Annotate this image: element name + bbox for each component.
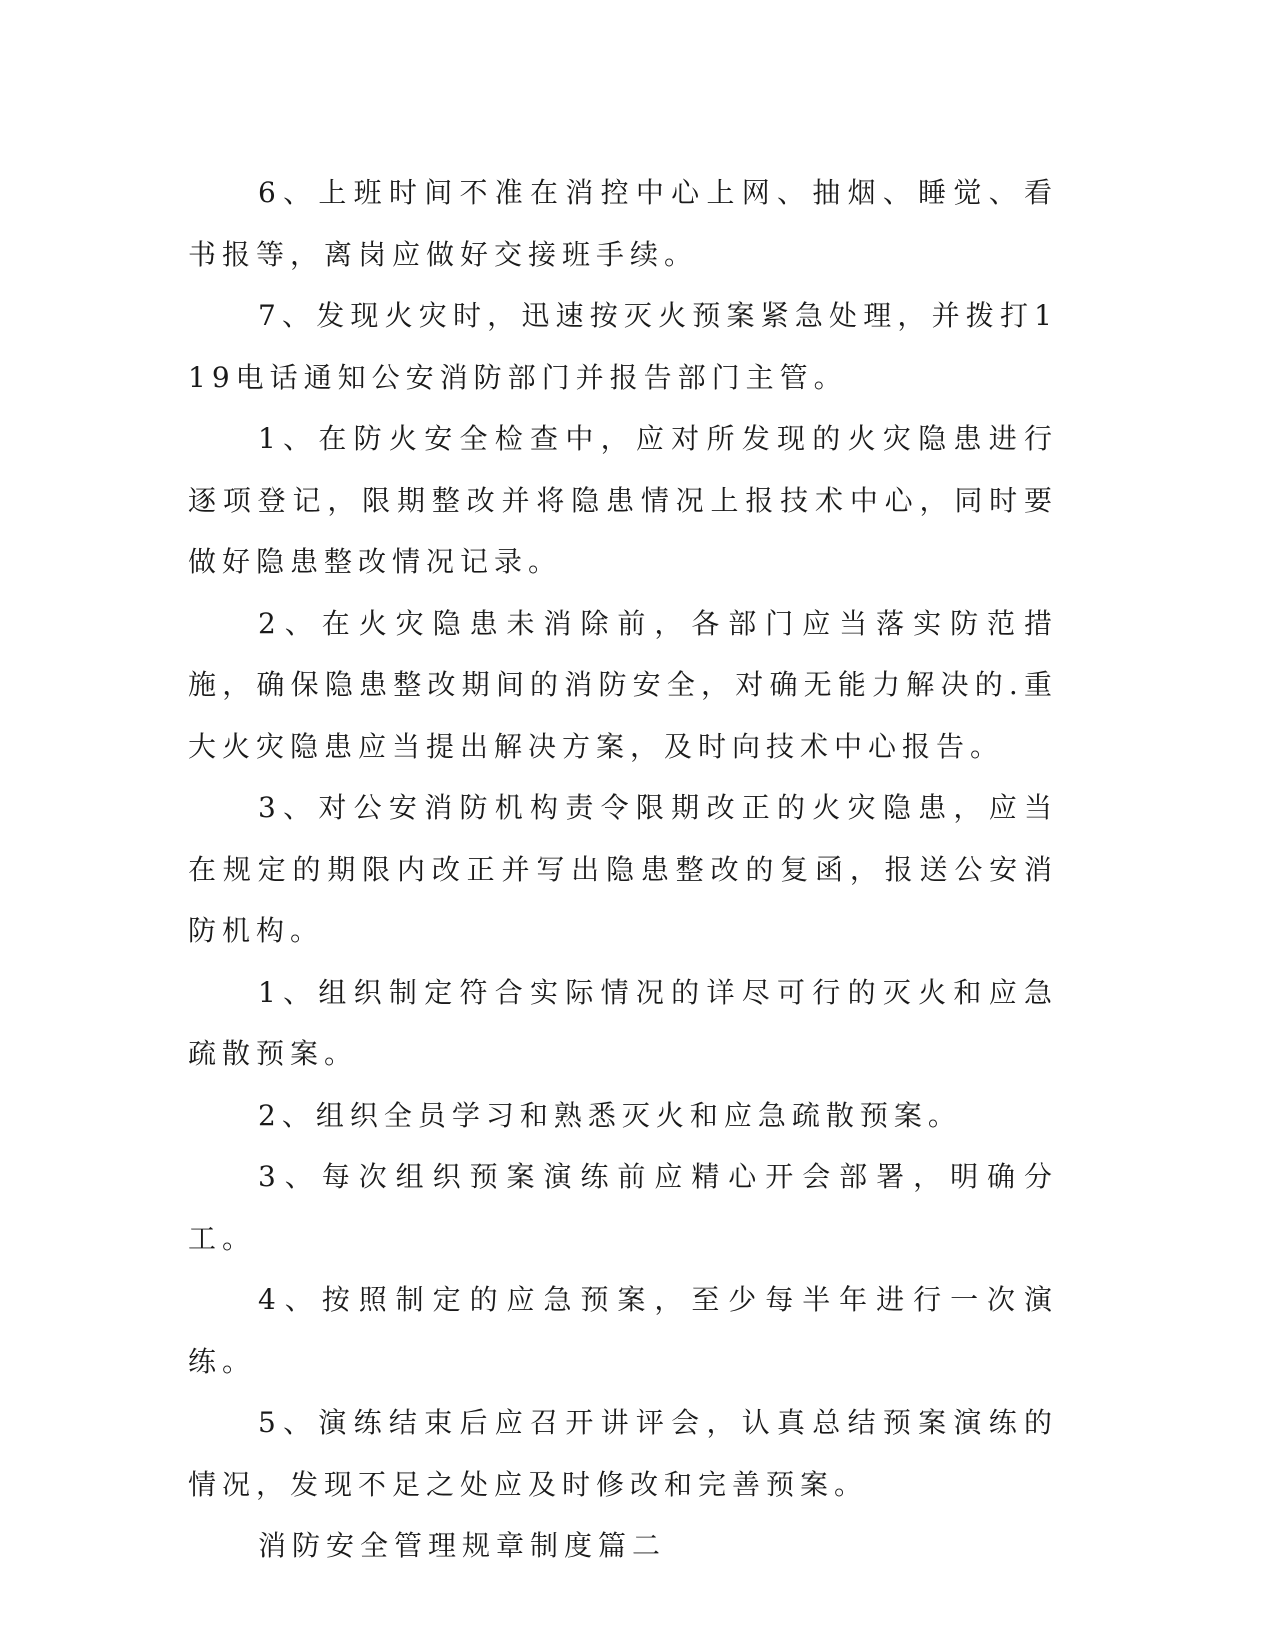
paragraph-drill-5: 5、演练结束后应召开讲评会，认真总结预案演练的情况，发现不足之处应及时修改和完善预案。 <box>188 1406 1058 1501</box>
paragraph-hazard-2: 2、在火灾隐患未消除前，各部门应当落实防范措施，确保隐患整改期间的消防安全，对确无能力解决的.重大火灾隐患应当提出解决方案，及时向技术中心报告。 <box>188 606 1058 763</box>
paragraph-rule-6: 6、上班时间不准在消控中心上网、抽烟、睡觉、看书报等，离岗应做好交接班手续。 <box>188 176 1058 271</box>
paragraph-hazard-3: 3、对公安消防机构责令限期改正的火灾隐患，应当在规定的期限内改正并写出隐患整改的复函，报送公安消防机构。 <box>188 791 1058 947</box>
paragraph-hazard-1: 1、在防火安全检查中，应对所发现的火灾隐患进行逐项登记，限期整改并将隐患情况上报技术中心，同时要做好隐患整改情况记录。 <box>188 422 1058 578</box>
paragraph-rule-7: 7、发现火灾时，迅速按灭火预案紧急处理，并拨打119电话通知公安消防部门并报告部门主管。 <box>188 299 1058 394</box>
paragraph-drill-2: 2、组织全员学习和熟悉灭火和应急疏散预案。 <box>258 1098 962 1132</box>
paragraph-drill-4: 4、按照制定的应急预案，至少每半年进行一次演练。 <box>188 1283 1058 1378</box>
section-heading: 消防安全管理规章制度篇二 <box>258 1529 667 1562</box>
paragraph-drill-1: 1、组织制定符合实际情况的详尽可行的灭火和应急疏散预案。 <box>188 975 1058 1070</box>
document-body <box>188 162 1058 1577</box>
paragraph-drill-3: 3、每次组织预案演练前应精心开会部署，明确分工。 <box>188 1160 1058 1255</box>
